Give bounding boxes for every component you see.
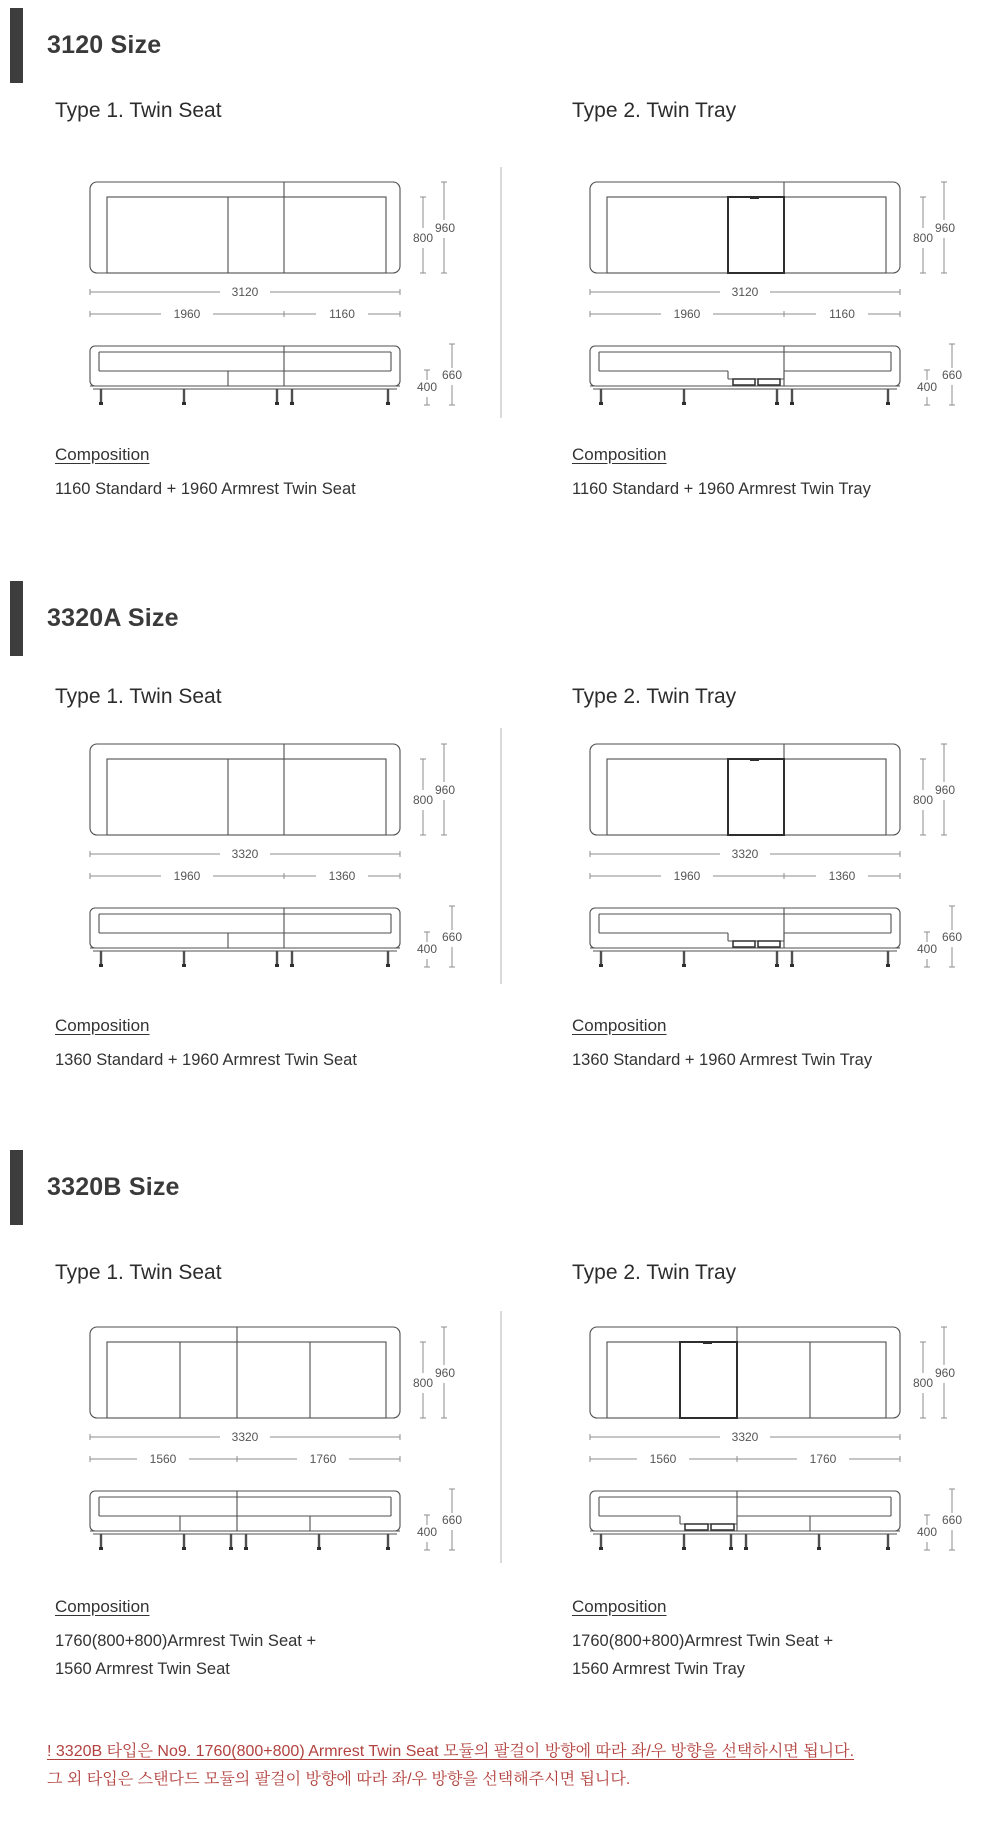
- drawing-twin-seat: [0, 740, 500, 972]
- dim-height: 660: [941, 1513, 963, 1527]
- depth-dims: [413, 182, 455, 273]
- section-3320a: [0, 581, 1000, 1074]
- column-twin-tray: [500, 97, 1000, 410]
- dim-depth-back: 800: [412, 1376, 434, 1390]
- width-dim-segments: [590, 869, 900, 883]
- depth-dims: [413, 1327, 455, 1418]
- tray-front-right: [758, 379, 780, 385]
- composition-twin-tray: [500, 1016, 1000, 1074]
- section-accent-bar: [10, 8, 23, 83]
- composition-row: [0, 1597, 1000, 1683]
- dim-width-total: 3120: [731, 285, 759, 299]
- height-dims: [917, 344, 962, 405]
- tray-front-left: [733, 379, 755, 385]
- footnote-line-2: 그 외 타입은 스탠다드 모듈의 팔걸이 방향에 따라 좌/우 방향을 선택해주시면 됩니다.: [47, 1771, 631, 1788]
- section-title: 3320A Size: [47, 604, 179, 632]
- front-view: [90, 346, 400, 405]
- section-title: 3120 Size: [47, 31, 162, 59]
- composition-line: 1360 Standard + 1960 Armrest Twin Tray: [572, 1051, 873, 1069]
- dim-width-right: 1160: [829, 307, 855, 321]
- dim-width-total: 3120: [231, 285, 259, 299]
- front-view: [90, 908, 400, 967]
- type-heading: Type 2. Twin Tray: [572, 1261, 737, 1284]
- composition-line: 1560 Armrest Twin Tray: [572, 1660, 746, 1678]
- width-dim-total: [590, 847, 900, 861]
- depth-dims: [413, 744, 455, 835]
- composition-line: 1160 Standard + 1960 Armrest Twin Tray: [572, 480, 871, 498]
- front-view: [590, 908, 900, 967]
- column-divider: [500, 728, 502, 984]
- dim-depth-back: 800: [412, 793, 434, 807]
- width-dim-segments: [90, 307, 400, 321]
- dim-width-left: 1960: [173, 307, 201, 321]
- dim-seat-height: 400: [416, 380, 438, 394]
- height-dims: [417, 906, 462, 967]
- section-3120: [0, 8, 1000, 503]
- section-accent-bar: [10, 581, 23, 656]
- drawing-twin-tray: [500, 1323, 1000, 1555]
- dim-width-left: 1960: [173, 869, 201, 883]
- front-view: [590, 1491, 900, 1550]
- dim-width-right: 1760: [809, 1452, 837, 1466]
- dim-depth-total: 960: [434, 1366, 456, 1380]
- dim-seat-height: 400: [916, 942, 938, 956]
- composition-row: [0, 1016, 1000, 1074]
- dim-width-right: 1360: [328, 869, 356, 883]
- depth-dims: [913, 1327, 955, 1418]
- tray-top-view: [728, 759, 784, 835]
- dim-height: 660: [441, 930, 463, 944]
- height-dims: [917, 906, 962, 967]
- dim-seat-height: 400: [916, 1525, 938, 1539]
- tray-front-right: [711, 1524, 734, 1530]
- column-divider: [500, 1311, 502, 1563]
- drawing-twin-seat: [0, 178, 500, 410]
- dim-width-right: 1160: [329, 307, 355, 321]
- tray-handle: [750, 758, 759, 761]
- column-divider: [500, 167, 502, 418]
- dim-height: 660: [941, 368, 963, 382]
- column-twin-seat: [0, 97, 500, 410]
- dim-depth-total: 960: [934, 1366, 956, 1380]
- tray-handle: [703, 1341, 712, 1344]
- dim-width-left: 1960: [673, 869, 701, 883]
- type-columns: [0, 97, 1000, 410]
- type-columns: [0, 683, 1000, 972]
- drawing-twin-tray: [500, 178, 1000, 410]
- front-view: [590, 346, 900, 405]
- width-dim-segments: [590, 1452, 900, 1466]
- top-view: [590, 744, 900, 835]
- composition-twin-seat: [0, 445, 500, 503]
- column-twin-seat: [0, 1259, 500, 1555]
- width-dim-total: [590, 1430, 900, 1444]
- dim-seat-height: 400: [916, 380, 938, 394]
- dim-width-left: 1560: [149, 1452, 177, 1466]
- column-twin-tray: [500, 683, 1000, 972]
- dim-width-right: 1360: [828, 869, 856, 883]
- width-dim-segments: [90, 869, 400, 883]
- dim-height: 660: [441, 368, 463, 382]
- tray-front-left: [685, 1524, 708, 1530]
- drawing-twin-seat: [0, 1323, 500, 1555]
- dim-height: 660: [941, 930, 963, 944]
- type-heading: Type 2. Twin Tray: [572, 99, 737, 122]
- composition-title: Composition: [572, 445, 667, 464]
- width-dim-segments: [590, 307, 900, 321]
- dim-width-left: 1960: [673, 307, 701, 321]
- top-view: [90, 744, 400, 835]
- section-header: [0, 581, 1000, 656]
- composition-twin-seat: [0, 1016, 500, 1074]
- height-dims: [917, 1489, 962, 1550]
- section-header: [0, 1150, 1000, 1225]
- dim-depth-back: 800: [912, 1376, 934, 1390]
- section-title: 3320B Size: [47, 1173, 180, 1201]
- section-3320b: [0, 1150, 1000, 1683]
- dim-depth-back: 800: [912, 231, 934, 245]
- composition-line: 1560 Armrest Twin Seat: [55, 1660, 230, 1678]
- tray-front-left: [733, 941, 755, 947]
- type-heading: Type 2. Twin Tray: [572, 685, 737, 708]
- composition-line: 1160 Standard + 1960 Armrest Twin Seat: [55, 480, 356, 498]
- width-dim-total: [90, 1430, 400, 1444]
- composition-twin-tray: [500, 1597, 1000, 1683]
- tray-front-right: [758, 941, 780, 947]
- composition-title: Composition: [572, 1597, 667, 1616]
- width-dim-total: [90, 285, 400, 299]
- type-heading: Type 1. Twin Seat: [55, 685, 222, 708]
- dim-height: 660: [441, 1513, 463, 1527]
- composition-row: [0, 445, 1000, 503]
- dim-width-total: 3320: [731, 847, 759, 861]
- tray-handle: [750, 196, 759, 199]
- composition-title: Composition: [55, 1016, 150, 1035]
- top-view: [90, 182, 400, 273]
- column-twin-seat: [0, 683, 500, 972]
- dim-seat-height: 400: [416, 942, 438, 956]
- dim-depth-back: 800: [412, 231, 434, 245]
- height-dims: [417, 344, 462, 405]
- width-dim-total: [90, 847, 400, 861]
- dim-depth-total: 960: [934, 221, 956, 235]
- section-accent-bar: [10, 1150, 23, 1225]
- dim-seat-height: 400: [416, 1525, 438, 1539]
- composition-line: 1760(800+800)Armrest Twin Seat +: [572, 1632, 834, 1650]
- dim-width-left: 1560: [649, 1452, 677, 1466]
- composition-title: Composition: [55, 1597, 150, 1616]
- composition-twin-tray: [500, 445, 1000, 503]
- composition-line: 1760(800+800)Armrest Twin Seat +: [55, 1632, 317, 1650]
- depth-dims: [913, 744, 955, 835]
- width-dim-total: [590, 285, 900, 299]
- drawing-twin-tray: [500, 740, 1000, 972]
- composition-twin-seat: [0, 1597, 500, 1683]
- width-dim-segments: [90, 1452, 400, 1466]
- height-dims: [417, 1489, 462, 1550]
- footnote-line-1: ! 3320B 타입은 No9. 1760(800+800) Armrest Twin Seat 모듈의 팔걸이 방향에 따라 좌/우 방향을 선택하시면 됩니다.: [47, 1743, 855, 1760]
- top-view: [590, 1327, 900, 1418]
- dim-width-total: 3320: [231, 847, 259, 861]
- composition-line: 1360 Standard + 1960 Armrest Twin Seat: [55, 1051, 357, 1069]
- dim-depth-back: 800: [912, 793, 934, 807]
- column-twin-tray: [500, 1259, 1000, 1555]
- depth-dims: [913, 182, 955, 273]
- section-header: [0, 8, 1000, 83]
- dim-depth-total: 960: [434, 221, 456, 235]
- top-view: [90, 1327, 400, 1418]
- tray-top-view: [680, 1342, 737, 1418]
- dim-width-right: 1760: [309, 1452, 337, 1466]
- type-columns: [0, 1259, 1000, 1555]
- dim-depth-total: 960: [934, 783, 956, 797]
- dim-width-total: 3320: [231, 1430, 259, 1444]
- dim-width-total: 3320: [731, 1430, 759, 1444]
- dim-depth-total: 960: [434, 783, 456, 797]
- footnotes: [0, 1738, 1000, 1793]
- type-heading: Type 1. Twin Seat: [55, 1261, 222, 1284]
- front-view: [90, 1491, 400, 1550]
- type-heading: Type 1. Twin Seat: [55, 99, 222, 122]
- top-view: [590, 182, 900, 273]
- composition-title: Composition: [572, 1016, 667, 1035]
- composition-title: Composition: [55, 445, 150, 464]
- tray-top-view: [728, 197, 784, 273]
